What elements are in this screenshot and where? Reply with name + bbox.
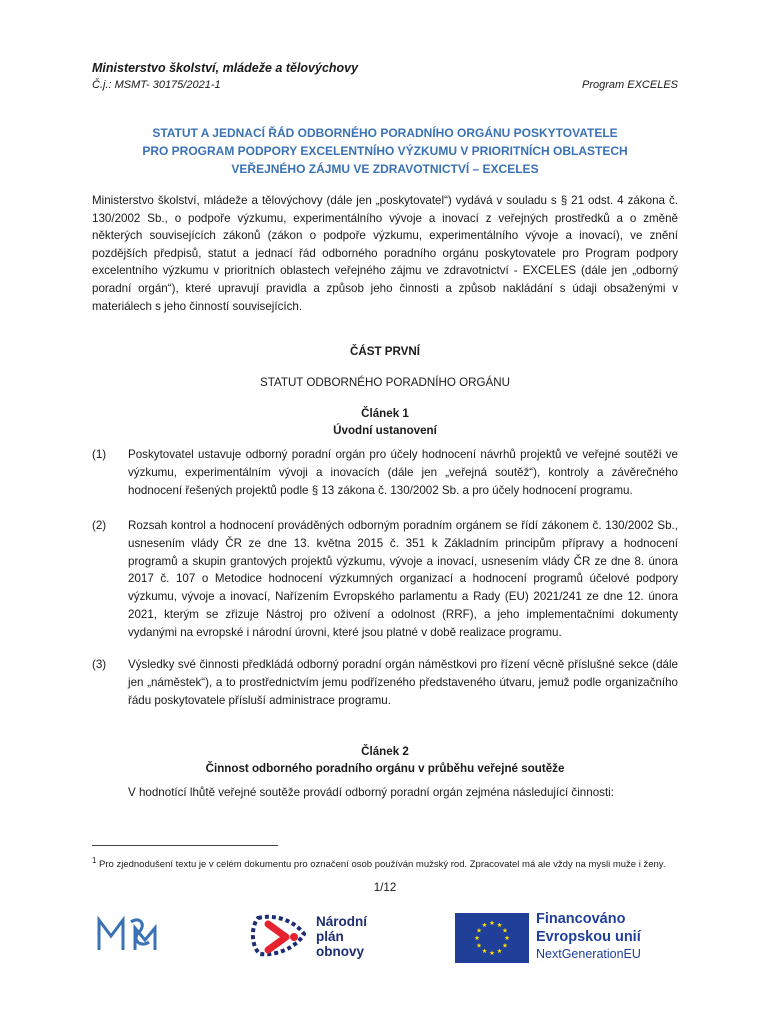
paragraph-text: Výsledky své činnosti předkládá odborný poradní orgán náměstkovi pro řízení věcně příslušné sekce (dále jen „náměstek“), a to prostřednictvím jemu podřízeného představeného útvaru, jemuž podle organizačního řádu poskytovatele přísluší administrace programu.: [128, 658, 678, 707]
article-1-number: Článek 1: [361, 407, 409, 420]
article-1-paragraph: [92, 446, 678, 499]
msmt-logo-icon: [95, 910, 165, 960]
paragraph-number: (2): [92, 519, 107, 532]
document-title: [92, 124, 678, 178]
page-number: 1/12: [373, 881, 397, 894]
article-1-paragraph: [92, 656, 678, 709]
npo-logo-line: Národní: [316, 914, 368, 929]
footnote-marker: 1: [92, 856, 97, 865]
article-2-lead: V hodnotící lhůtě veřejné soutěže provádí odborný poradní orgán zejména následující činnosti:: [128, 786, 614, 799]
article-2-number: Článek 2: [361, 745, 409, 758]
paragraph-number: (3): [92, 658, 107, 671]
part-subheading: STATUT ODBORNÉHO PORADNÍHO ORGÁNU: [260, 376, 510, 389]
footnote: [92, 853, 678, 872]
intro-paragraph: Ministerstvo školství, mládeže a tělovýchovy (dále jen „poskytovatel“) vydává v souladu s § 21 odst. 4 zákona č. 130/2002 Sb., o podpoře výzkumu, experimentálního vývoje a inovací z veřejných prostředků a o změně některých souvisejících zákonů (zákon o podpoře výzkumu, experimentálního vývoje a inovací), ve znění pozdějších předpisů, statut a jednací řád odborného poradního orgánu poskytovatele pro Program podpory excelentního výzkumu v prioritních oblastech veřejného zájmu ve zdravotnictví - EXCELES (dále jen „odborný poradní orgán“), které upravují pravidla a způsob jeho činnosti a způsob nakládání s údaji obsaženými v materiálech s jeho činností souvisejících.: [92, 194, 678, 313]
paragraph-text: Rozsah kontrol a hodnocení prováděných odborným poradním orgánem se řídí zákonem č. 130/2002 Sb., usnesením vlády ČR ze dne 13. května 2015 č. 351 k Základním principům přípravy a hodnocení programů a skupin grantových projektů výzkumu, vývoje a inovací, usnesením vlády ČR ze dne 8. února 2017 č. 107 o Metodice hodnocení výzkumných organizací a hodnocení programů účelové podpory výzkumu, vývoje a inovací, Nařízením Evropského parlamentu a Rady (EU) 2021/241 ze dne 12. února 2021, kterým se zřizuje Nástroj pro oživení a odolnost (RRF), a jeho implementačními dokumenty vydanými na evropské i národní úrovni, které jsou platné v době realizace programu.: [128, 519, 678, 639]
eu-funding-line: Evropskou unií: [536, 929, 641, 945]
header-program: Program EXCELES: [582, 79, 678, 91]
article-1-title: Úvodní ustanovení: [333, 424, 437, 437]
title-line: STATUT A JEDNACÍ ŘÁD ODBORNÉHO PORADNÍHO ORGÁNU POSKYTOVATELE: [152, 126, 618, 140]
footnote-text: Pro zjednodušení textu je v celém dokumentu pro označení osob používán mužský rod. Zpracovatel má ale vždy na mysli muže i ženy.: [99, 859, 666, 871]
article-1-paragraph: [92, 517, 678, 642]
title-line: PRO PROGRAM PODPORY EXCELENTNÍHO VÝZKUMU V PRIORITNÍCH OBLASTECH: [142, 144, 628, 158]
eu-funding-line: NextGenerationEU: [536, 947, 641, 961]
eu-funding-line: Financováno: [536, 911, 626, 927]
article-2-title: Činnost odborného poradního orgánu v průběhu veřejné soutěže: [205, 762, 565, 775]
footnote-divider: [92, 845, 278, 846]
paragraph-number: (1): [92, 448, 107, 461]
header-ministry: Ministerstvo školství, mládeže a tělovýchovy: [92, 61, 359, 75]
part-heading: ČÁST PRVNÍ: [349, 345, 420, 358]
npo-logo-line: plán: [316, 929, 344, 944]
npo-logo-line: obnovy: [316, 944, 365, 959]
eu-funding-text: [536, 910, 641, 962]
eu-flag-icon: [455, 913, 529, 963]
npo-logo-text: [316, 914, 367, 959]
title-line: VEŘEJNÉHO ZÁJMU VE ZDRAVOTNICTVÍ – EXCELES: [231, 162, 539, 176]
header-reference: Č.j.: MSMT- 30175/2021-1: [92, 79, 221, 91]
paragraph-text: Poskytovatel ustavuje odborný poradní orgán pro účely hodnocení návrhů projektů ve veřejné soutěži ve výzkumu, experimentálním vývoji a inovacích (dále jen „veřejná soutěž“), kontroly a závěrečného hodnocení řešených projektů podle § 13 zákona č. 130/2002 Sb. a pro účely hodnocení programu.: [128, 448, 678, 497]
